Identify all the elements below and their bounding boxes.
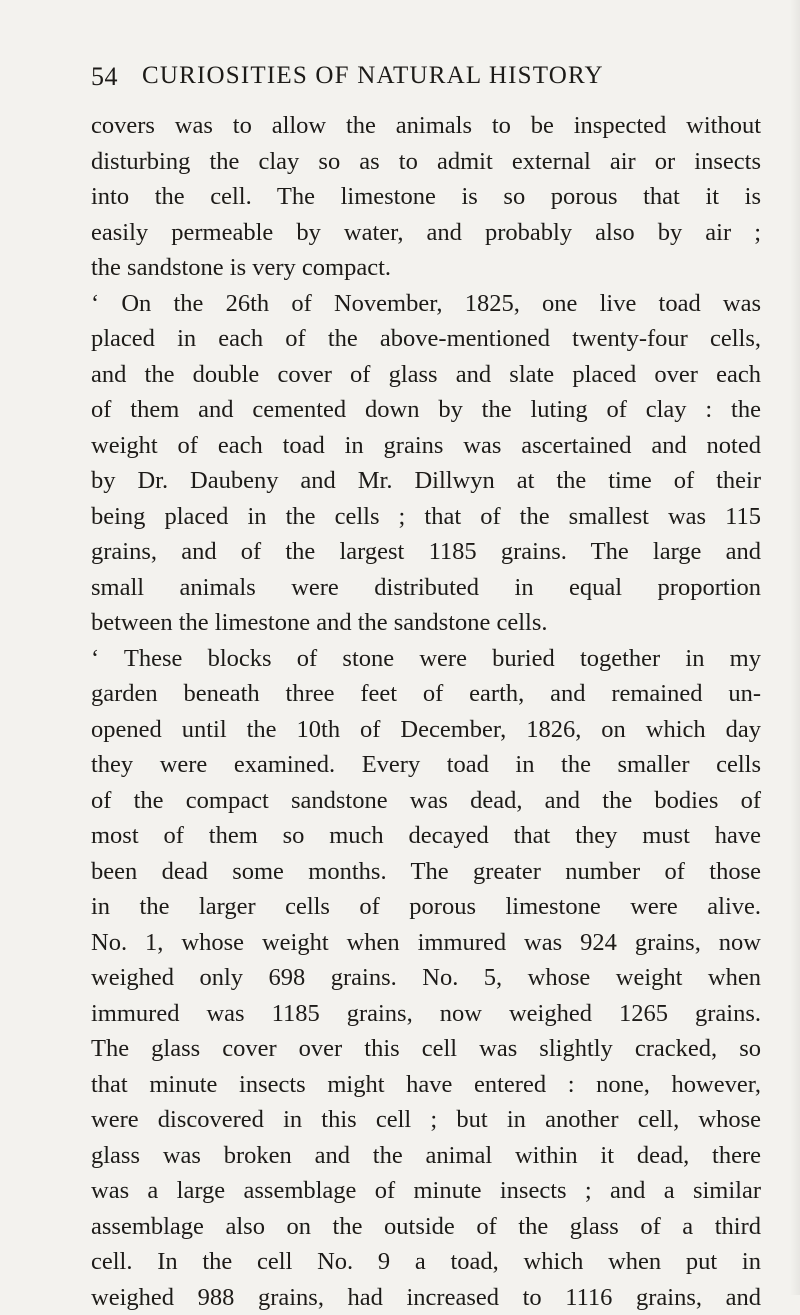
text-line: into the cell. The limestone is so porous that it is	[91, 179, 761, 215]
text-line: ‘ On the 26th of November, 1825, one live toad was	[91, 286, 761, 322]
body-text	[91, 108, 761, 1315]
text-line: placed in each of the above-mentioned twenty-four cells,	[91, 321, 761, 357]
text-line: was a large assemblage of minute insects ; and a similar	[91, 1173, 761, 1209]
text-line: been dead some months. The greater number of those	[91, 854, 761, 890]
text-line: assemblage also on the outside of the glass of a third	[91, 1209, 761, 1245]
text-line: being placed in the cells ; that of the smallest was 115	[91, 499, 761, 535]
text-line: that minute insects might have entered : none, however,	[91, 1067, 761, 1103]
text-line: of them and cemented down by the luting of clay : the	[91, 392, 761, 428]
text-line: most of them so much decayed that they must have	[91, 818, 761, 854]
running-title: CURIOSITIES OF NATURAL HISTORY	[142, 62, 604, 90]
text-line: opened until the 10th of December, 1826, on which day	[91, 712, 761, 748]
text-line: and the double cover of glass and slate placed over each	[91, 357, 761, 393]
page-edge-shadow	[790, 0, 800, 1295]
text-line: immured was 1185 grains, now weighed 1265 grains.	[91, 996, 761, 1032]
text-line: disturbing the clay so as to admit external air or insects	[91, 144, 761, 180]
running-head	[91, 58, 751, 98]
page-number: 54	[91, 62, 118, 92]
text-line: glass was broken and the animal within it dead, there	[91, 1138, 761, 1174]
text-line: weight of each toad in grains was ascertained and noted	[91, 428, 761, 464]
text-line: between the limestone and the sandstone cells.	[91, 605, 761, 641]
text-line: by Dr. Daubeny and Mr. Dillwyn at the time of their	[91, 463, 761, 499]
text-line: garden beneath three feet of earth, and remained un-	[91, 676, 761, 712]
text-line: grains, and of the largest 1185 grains. The large and	[91, 534, 761, 570]
text-line: of the compact sandstone was dead, and the bodies of	[91, 783, 761, 819]
text-line: weighed 988 grains, had increased to 1116 grains, and	[91, 1280, 761, 1315]
text-line: in the larger cells of porous limestone were alive.	[91, 889, 761, 925]
text-line: ‘ These blocks of stone were buried together in my	[91, 641, 761, 677]
text-line: small animals were distributed in equal proportion	[91, 570, 761, 606]
text-line: the sandstone is very compact.	[91, 250, 761, 286]
text-line: No. 1, whose weight when immured was 924 grains, now	[91, 925, 761, 961]
text-line: easily permeable by water, and probably also by air ;	[91, 215, 761, 251]
text-line: weighed only 698 grains. No. 5, whose weight when	[91, 960, 761, 996]
text-line: The glass cover over this cell was slightly cracked, so	[91, 1031, 761, 1067]
text-line: cell. In the cell No. 9 a toad, which when put in	[91, 1244, 761, 1280]
text-line: they were examined. Every toad in the smaller cells	[91, 747, 761, 783]
text-line: were discovered in this cell ; but in another cell, whose	[91, 1102, 761, 1138]
text-line: covers was to allow the animals to be inspected without	[91, 108, 761, 144]
